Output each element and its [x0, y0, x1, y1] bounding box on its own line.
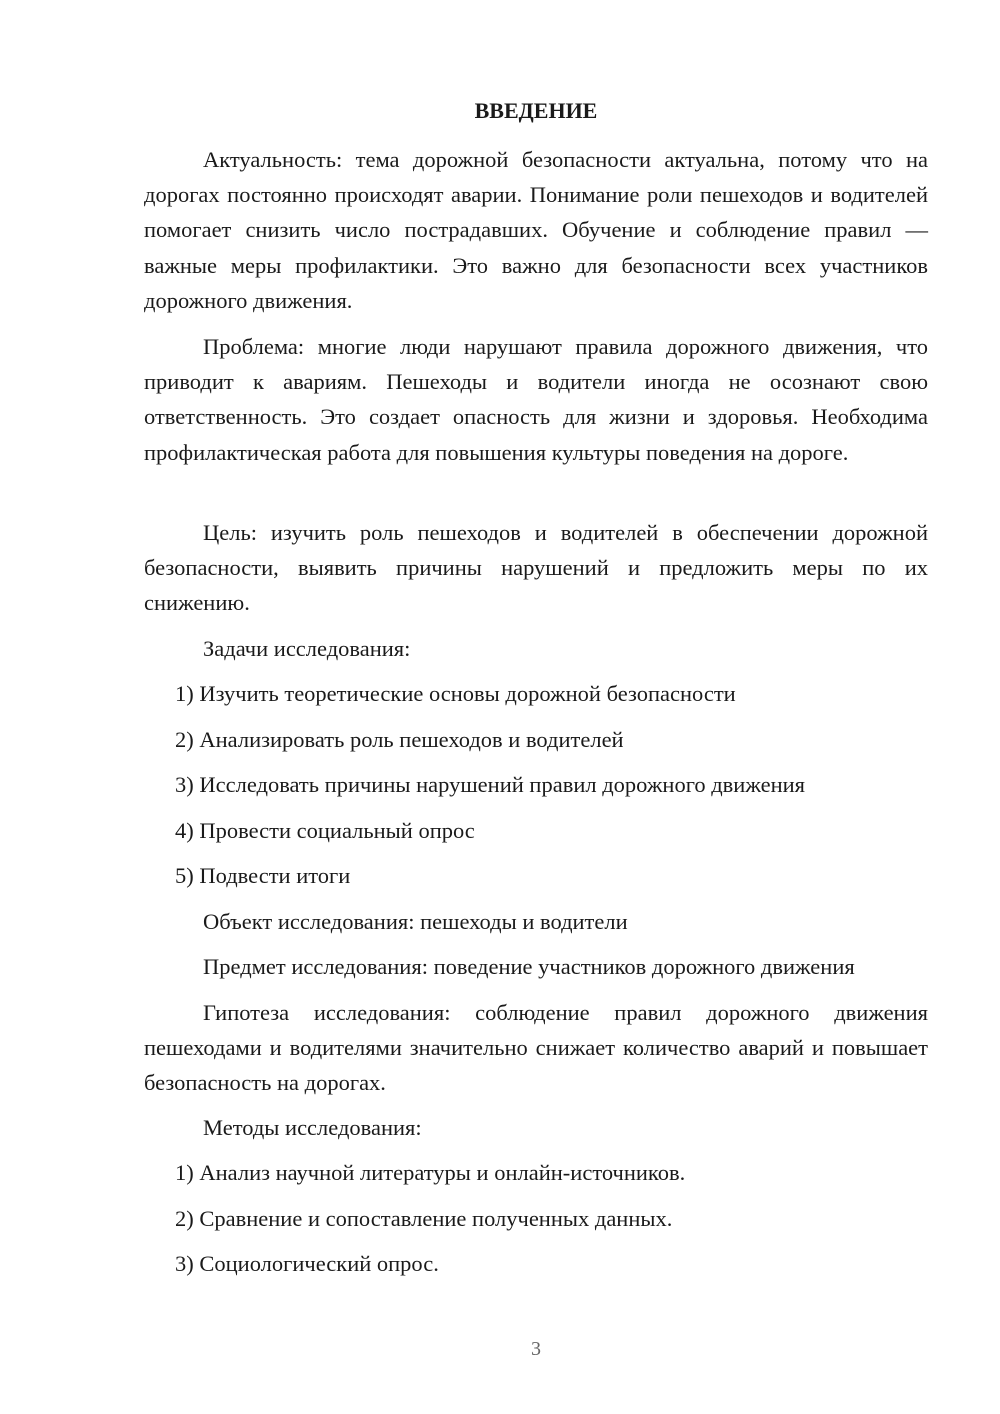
- section-title: ВВЕДЕНИЕ: [474, 98, 598, 123]
- task-item-4: 4) Провести социальный опрос: [175, 818, 475, 843]
- task-item-1: 1) Изучить теоретические основы дорожной безопасности: [175, 681, 736, 706]
- hypothesis-paragraph: Гипотеза исследования: соблюдение правил дорожного движения пешеходами и водителями значительно снижает количество аварий и повышает безопасность на дорогах.: [144, 1000, 928, 1096]
- methods-heading: Методы исследования:: [203, 1115, 422, 1140]
- relevance-paragraph: Актуальность: тема дорожной безопасности актуальна, потому что на дорогах постоянно происходят аварии. Понимание роли пешеходов и водителей помогает снизить число пострадавших. Обучение и соблюдение правил — важные меры профилактики. Это важно для безопасности всех участников дорожного движения.: [144, 147, 928, 313]
- tasks-heading: Задачи исследования:: [203, 636, 411, 661]
- problem-paragraph: Проблема: многие люди нарушают правила дорожного движения, что приводит к авариям. Пешеходы и водители иногда не осознают свою ответственность. Это создает опасность для жизни и здоровья. Необходима профилактическая работа для повышения культуры поведения на дороге.: [144, 334, 928, 465]
- method-item-1: 1) Анализ научной литературы и онлайн-источников.: [175, 1160, 686, 1185]
- page-number: 3: [531, 1338, 541, 1360]
- task-item-5: 5) Подвести итоги: [175, 863, 351, 888]
- method-item-3: 3) Социологический опрос.: [175, 1251, 439, 1276]
- task-item-2: 2) Анализировать роль пешеходов и водителей: [175, 727, 624, 752]
- goal-paragraph: Цель: изучить роль пешеходов и водителей в обеспечении дорожной безопасности, выявить причины нарушений и предложить меры по их снижению.: [144, 520, 928, 616]
- research-object: Объект исследования: пешеходы и водители: [203, 909, 628, 934]
- method-item-2: 2) Сравнение и сопоставление полученных данных.: [175, 1206, 673, 1231]
- research-subject: Предмет исследования: поведение участников дорожного движения: [203, 954, 855, 979]
- task-item-3: 3) Исследовать причины нарушений правил дорожного движения: [175, 772, 806, 797]
